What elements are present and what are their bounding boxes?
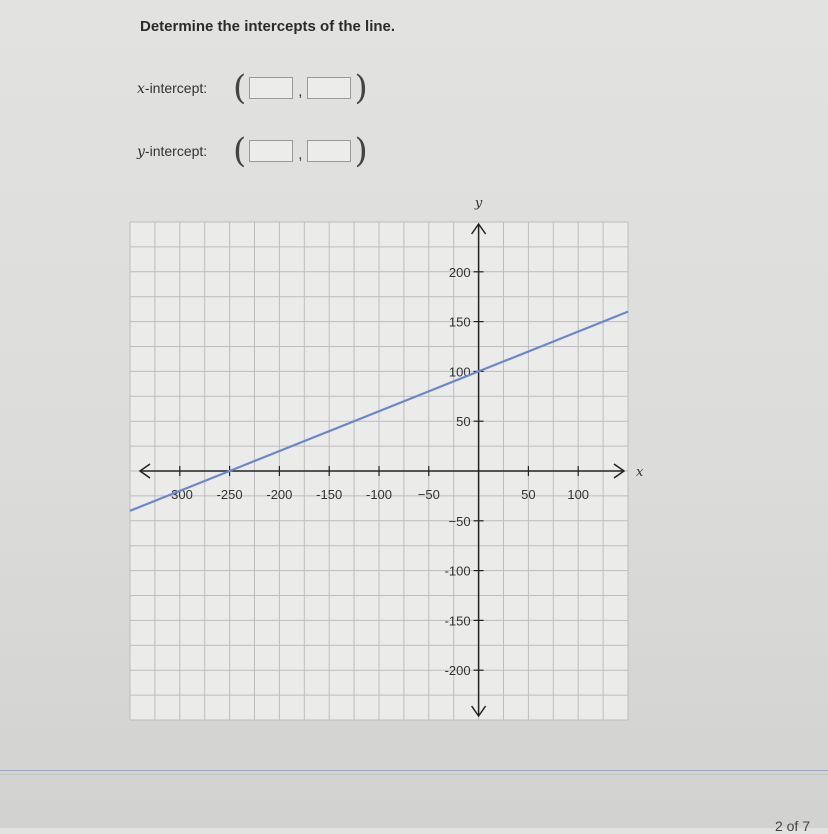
x-tick-label: -200 (266, 487, 293, 502)
y-tick-label: 50 (456, 414, 471, 430)
x-tick-label: -150 (316, 487, 343, 502)
y-tick-label: -100 (444, 563, 471, 579)
x-tick-label: −50 (417, 487, 440, 502)
y-tick-label: -200 (444, 663, 471, 679)
comma: , (298, 82, 303, 100)
page-indicator: 2 of 7 (774, 818, 810, 834)
open-paren: ( (233, 68, 247, 108)
y-tick-label: -150 (444, 613, 471, 629)
comma: , (298, 145, 303, 163)
divider-line (0, 770, 828, 771)
open-paren: ( (233, 131, 247, 171)
x-intercept-label: x-intercept: (137, 79, 208, 97)
y-intercept-label: y-intercept: (137, 142, 208, 160)
close-paren: ) (354, 131, 368, 171)
x-tick-label: -250 (216, 487, 243, 502)
question-text: Determine the intercepts of the line. (140, 18, 396, 35)
divider-line-secondary (0, 774, 828, 775)
y-tick-label: −50 (448, 513, 471, 529)
y-tick-label: 150 (448, 314, 471, 330)
x-tick-label: -100 (365, 487, 393, 502)
close-paren: ) (354, 68, 368, 108)
y-tick-label: 100 (448, 364, 471, 380)
y-tick-label: 200 (448, 264, 471, 280)
y-axis-label: y (474, 196, 483, 211)
x-tick-label: 50 (521, 487, 536, 502)
x-axis-label: x (636, 465, 644, 480)
x-tick-label: -300 (166, 487, 193, 502)
x-tick-label: 100 (567, 487, 590, 502)
